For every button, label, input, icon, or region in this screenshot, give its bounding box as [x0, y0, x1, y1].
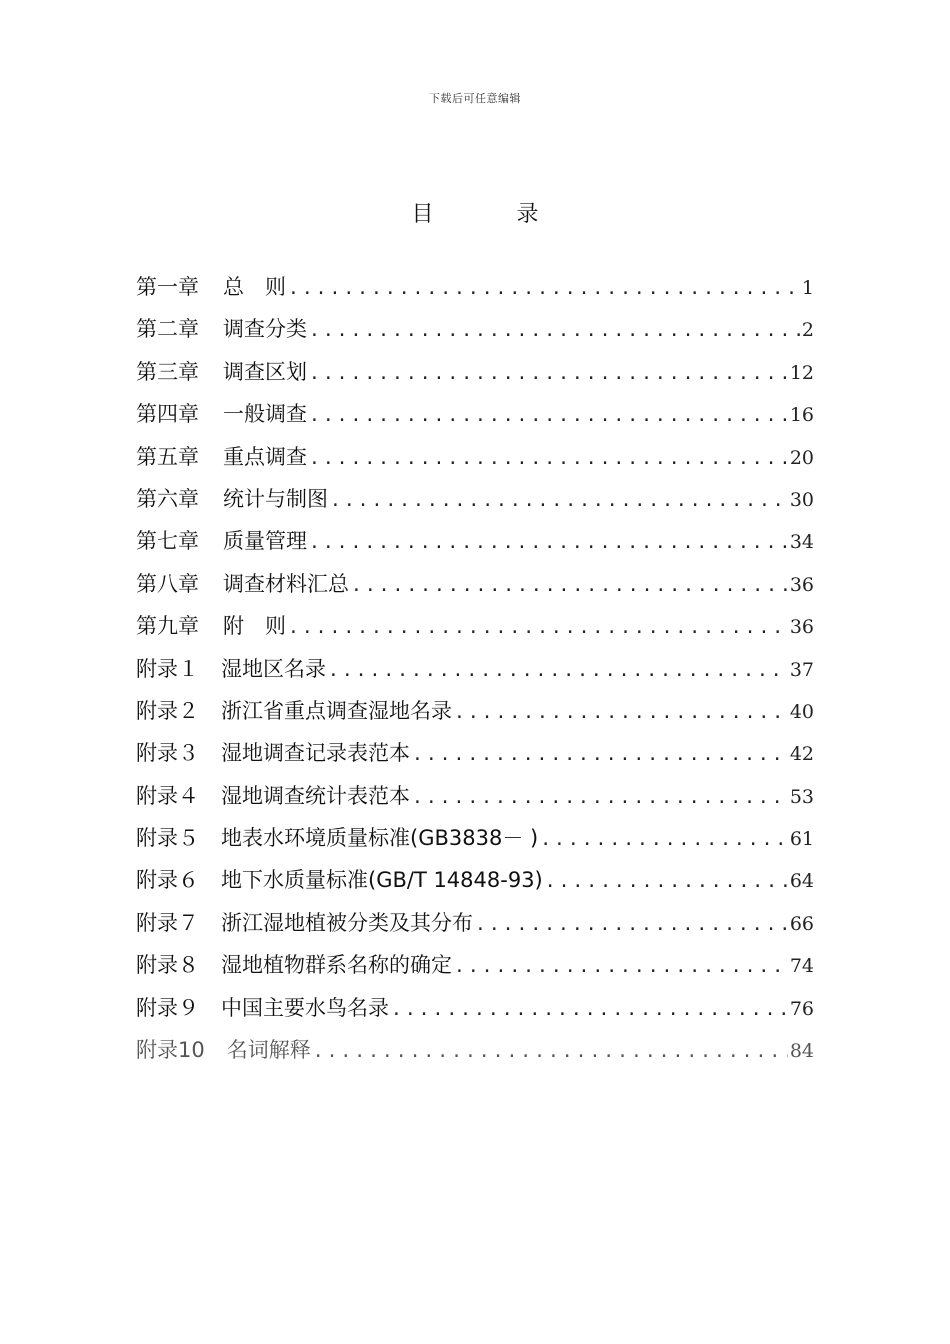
toc-entry-page: 61 — [789, 828, 814, 851]
toc-entry-chapter-4[interactable] — [136, 393, 814, 435]
toc-entry-appendix-4[interactable] — [136, 775, 814, 817]
toc-entry-title: 总 则 — [223, 275, 286, 299]
toc-entry-number: 第七章 — [136, 529, 199, 554]
toc-leader-dots — [330, 480, 788, 522]
toc-leader-dots — [545, 861, 788, 903]
toc-entry-label — [136, 520, 307, 562]
toc-entry-title: 湿地植物群系名称的确定 — [221, 953, 452, 978]
toc-entry-label — [136, 393, 307, 435]
toc-entry-title: 湿地区名录 — [221, 656, 326, 681]
toc-leader-dots — [475, 904, 788, 946]
toc-leader-dots — [309, 522, 788, 564]
toc-entry-chapter-7[interactable] — [136, 520, 814, 562]
toc-entry-appendix-3[interactable] — [136, 732, 814, 774]
toc-entry-page: 66 — [789, 912, 814, 935]
toc-leader-dots — [351, 565, 788, 607]
toc-leader-dots — [391, 989, 788, 1031]
toc-entry-label — [136, 902, 473, 944]
toc-entry-label — [136, 732, 410, 774]
toc-entry-page: 64 — [789, 870, 814, 893]
toc-entry-page: 36 — [789, 573, 814, 596]
toc-entry-label — [136, 859, 543, 901]
toc-entry-page: 34 — [789, 531, 814, 554]
toc-entry-page: 74 — [789, 955, 814, 978]
toc-entry-page: 53 — [789, 785, 814, 808]
toc-list — [136, 266, 814, 1071]
toc-entry-chapter-5[interactable] — [136, 436, 814, 478]
toc-entry-page: 2 — [801, 319, 814, 342]
toc-entry-page: 30 — [789, 488, 814, 511]
toc-entry-number: 附录５ — [136, 826, 199, 851]
toc-leader-dots — [328, 650, 788, 692]
toc-entry-number: 附录７ — [136, 910, 199, 935]
toc-entry-title: 重点调查 — [223, 444, 307, 469]
toc-entry-page: 1 — [801, 277, 814, 299]
toc-leader-dots — [412, 734, 788, 776]
toc-entry-chapter-8[interactable] — [136, 563, 814, 605]
toc-entry-appendix-5[interactable] — [136, 817, 814, 859]
toc-entry-number: 第八章 — [136, 571, 199, 596]
toc-entry-page: 42 — [789, 743, 814, 766]
toc-entry-label — [136, 436, 307, 478]
toc-leader-dots — [412, 777, 788, 819]
toc-leader-dots — [309, 353, 788, 395]
toc-entry-appendix-6[interactable] — [136, 859, 814, 901]
toc-entry-title: 中国主要水鸟名录 — [221, 995, 389, 1020]
toc-entry-chapter-6[interactable] — [136, 478, 814, 520]
toc-entry-appendix-2[interactable] — [136, 690, 814, 732]
toc-leader-dots — [288, 268, 800, 310]
toc-entry-number: 附录10 — [136, 1038, 205, 1063]
toc-entry-title: 质量管理 — [223, 529, 307, 554]
toc-entry-number: 附录８ — [136, 953, 199, 978]
toc-entry-label — [136, 351, 307, 393]
toc-entry-title: 地下水质量标准(GB/T 14848-93) — [221, 868, 543, 893]
toc-leader-dots — [288, 607, 788, 649]
toc-entry-title: 湿地调查记录表范本 — [221, 741, 410, 766]
toc-entry-number: 附录３ — [136, 741, 199, 766]
toc-entry-appendix-9[interactable] — [136, 987, 814, 1029]
toc-leader-dots — [454, 692, 788, 734]
toc-entry-number: 第三章 — [136, 359, 199, 384]
toc-entry-chapter-2[interactable] — [136, 308, 814, 350]
toc-entry-chapter-3[interactable] — [136, 351, 814, 393]
toc-entry-appendix-7[interactable] — [136, 902, 814, 944]
toc-entry-label — [136, 266, 286, 308]
toc-entry-number: 第四章 — [136, 402, 199, 427]
toc-title: 目 录 — [411, 202, 577, 227]
toc-entry-label — [136, 690, 452, 732]
toc-entry-label — [136, 775, 410, 817]
toc-entry-page: 84 — [789, 1040, 814, 1063]
toc-entry-title: 湿地调查统计表范本 — [221, 783, 410, 808]
toc-entry-label — [136, 308, 307, 350]
toc-entry-title: 附 则 — [223, 614, 286, 639]
toc-entry-number: 附录１ — [136, 656, 199, 681]
toc-entry-title: 地表水环境质量标准(GB3838－ ) — [221, 826, 539, 851]
toc-entry-appendix-8[interactable] — [136, 944, 814, 986]
toc-entry-number: 第九章 — [136, 614, 199, 639]
toc-entry-title: 浙江省重点调查湿地名录 — [221, 698, 452, 723]
toc-entry-title: 调查分类 — [223, 317, 307, 342]
toc-entry-appendix-1[interactable] — [136, 648, 814, 690]
toc-entry-number: 第二章 — [136, 317, 199, 342]
toc-entry-label — [136, 944, 452, 986]
toc-entry-chapter-9[interactable] — [136, 605, 814, 647]
toc-entry-number: 附录９ — [136, 995, 199, 1020]
toc-entry-number: 第六章 — [136, 486, 199, 511]
toc-entry-page: 16 — [789, 404, 814, 427]
header-note: 下载后可任意编辑 — [429, 92, 521, 105]
toc-entry-number: 附录２ — [136, 698, 199, 723]
toc-entry-label — [136, 478, 328, 520]
toc-entry-page: 37 — [789, 658, 814, 681]
toc-entry-title: 名词解释 — [226, 1038, 311, 1063]
toc-leader-dots — [313, 1031, 788, 1073]
toc-entry-title: 调查材料汇总 — [223, 571, 349, 596]
toc-entry-label — [136, 648, 326, 690]
toc-leader-dots — [540, 819, 788, 861]
toc-leader-dots — [309, 310, 800, 352]
toc-entry-label — [136, 987, 389, 1029]
toc-entry-label — [136, 563, 349, 605]
toc-entry-number: 第一章 — [136, 275, 199, 299]
toc-entry-title: 统计与制图 — [223, 486, 328, 511]
toc-entry-chapter-1[interactable] — [136, 266, 814, 308]
toc-entry-title: 一般调查 — [223, 402, 307, 427]
toc-entry-page: 36 — [789, 616, 814, 639]
toc-entry-page: 40 — [789, 700, 814, 723]
toc-leader-dots — [309, 438, 788, 480]
toc-leader-dots — [454, 946, 788, 988]
toc-entry-number: 附录６ — [136, 868, 199, 893]
toc-entry-label — [136, 1029, 311, 1071]
toc-entry-label — [136, 817, 538, 859]
toc-entry-number: 附录４ — [136, 783, 199, 808]
toc-entry-appendix-10[interactable] — [136, 1029, 814, 1071]
toc-entry-title: 调查区划 — [223, 359, 307, 384]
toc-entry-title: 浙江湿地植被分类及其分布 — [221, 910, 473, 935]
toc-entry-number: 第五章 — [136, 444, 199, 469]
toc-entry-label — [136, 605, 286, 647]
toc-entry-page: 20 — [789, 446, 814, 469]
toc-leader-dots — [309, 395, 788, 437]
toc-entry-page: 76 — [789, 997, 814, 1020]
toc-entry-page: 12 — [789, 361, 814, 384]
